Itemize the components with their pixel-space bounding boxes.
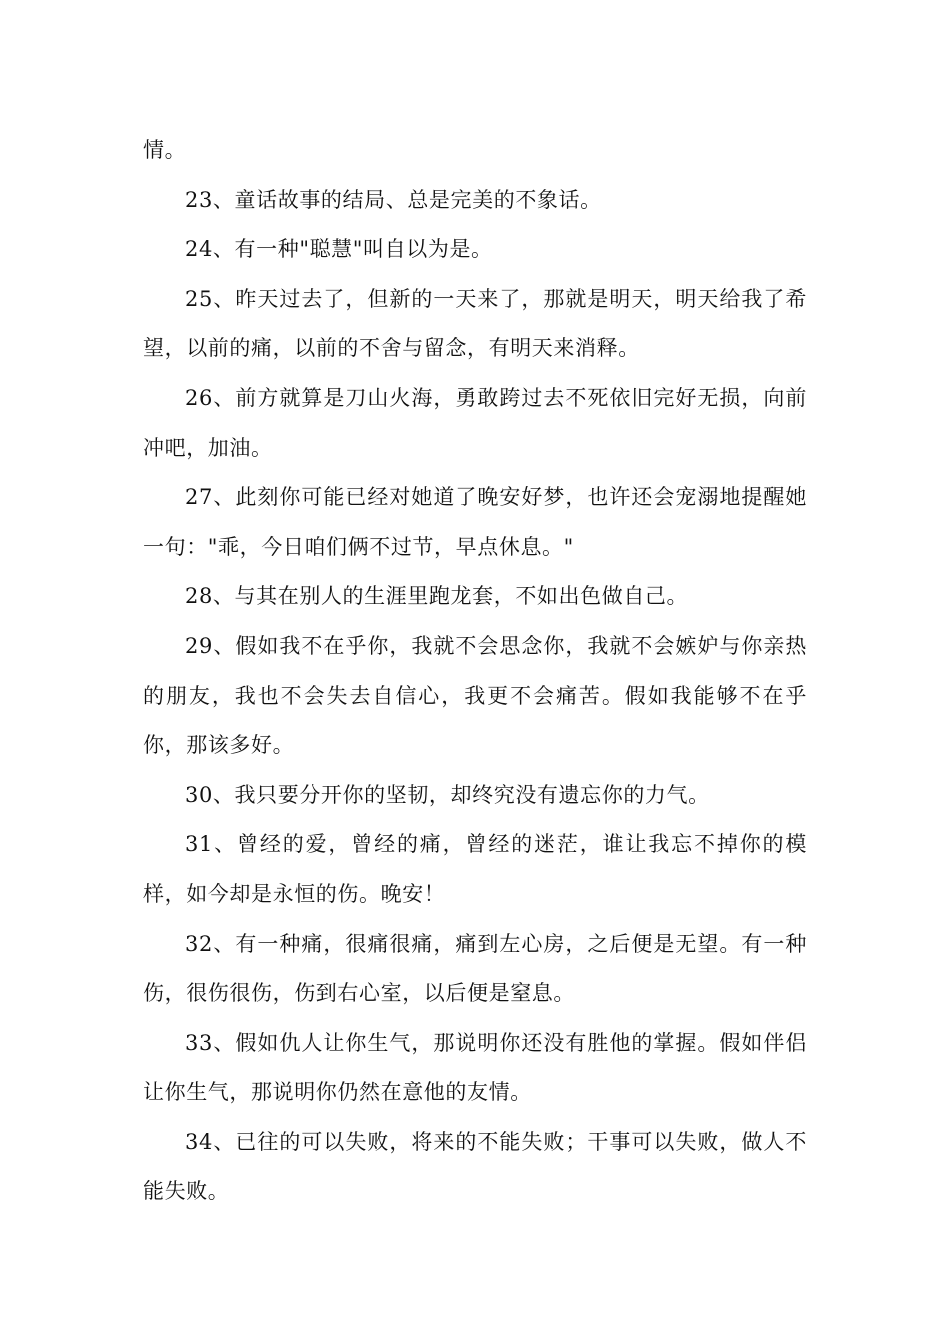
paragraph-23: 23、童话故事的结局、总是完美的不象话。 bbox=[185, 187, 602, 212]
paragraph-28: 28、与其在别人的生涯里跑龙套，不如出色做自己。 bbox=[185, 584, 689, 609]
paragraph-32: 32、有一种痛，很痛很痛，痛到左心房，之后便是无望。有一种伤，很伤很伤，伤到右心室，以后便是窒息。 bbox=[143, 931, 807, 1006]
paragraph-24: 24、有一种"聪慧"叫自以为是。 bbox=[185, 237, 493, 262]
paragraph-30: 30、我只要分开你的坚韧，却终究没有遗忘你的力气。 bbox=[185, 782, 710, 807]
paragraph-25: 25、昨天过去了，但新的一天来了，那就是明天，明天给我了希望，以前的痛，以前的不舍与留念，有明天来消释。 bbox=[143, 286, 807, 361]
document-body bbox=[143, 126, 807, 1217]
paragraph-34: 34、已往的可以失败，将来的不能失败；干事可以失败，做人不能失败。 bbox=[143, 1129, 807, 1204]
paragraph-26: 26、前方就算是刀山火海，勇敢跨过去不死依旧完好无损，向前冲吧，加油。 bbox=[143, 385, 807, 460]
paragraph-33: 33、假如仇人让你生气，那说明你还没有胜他的掌握。假如伴侣让你生气，那说明你仍然在意他的友情。 bbox=[143, 1030, 807, 1105]
paragraph-continuation: 情。 bbox=[143, 138, 187, 162]
paragraph-27: 27、此刻你可能已经对她道了晚安好梦，也许还会宠溺地提醒她一句："乖，今日咱们俩不过节，早点休息。" bbox=[143, 485, 807, 559]
paragraph-31: 31、曾经的爱，曾经的痛，曾经的迷茫，谁让我忘不掉你的模样，如今却是永恒的伤。晚安！ bbox=[143, 832, 807, 906]
paragraph-29: 29、假如我不在乎你，我就不会思念你，我就不会嫉妒与你亲热的朋友，我也不会失去自信心，我更不会痛苦。假如我能够不在乎你，那该多好。 bbox=[143, 633, 807, 758]
